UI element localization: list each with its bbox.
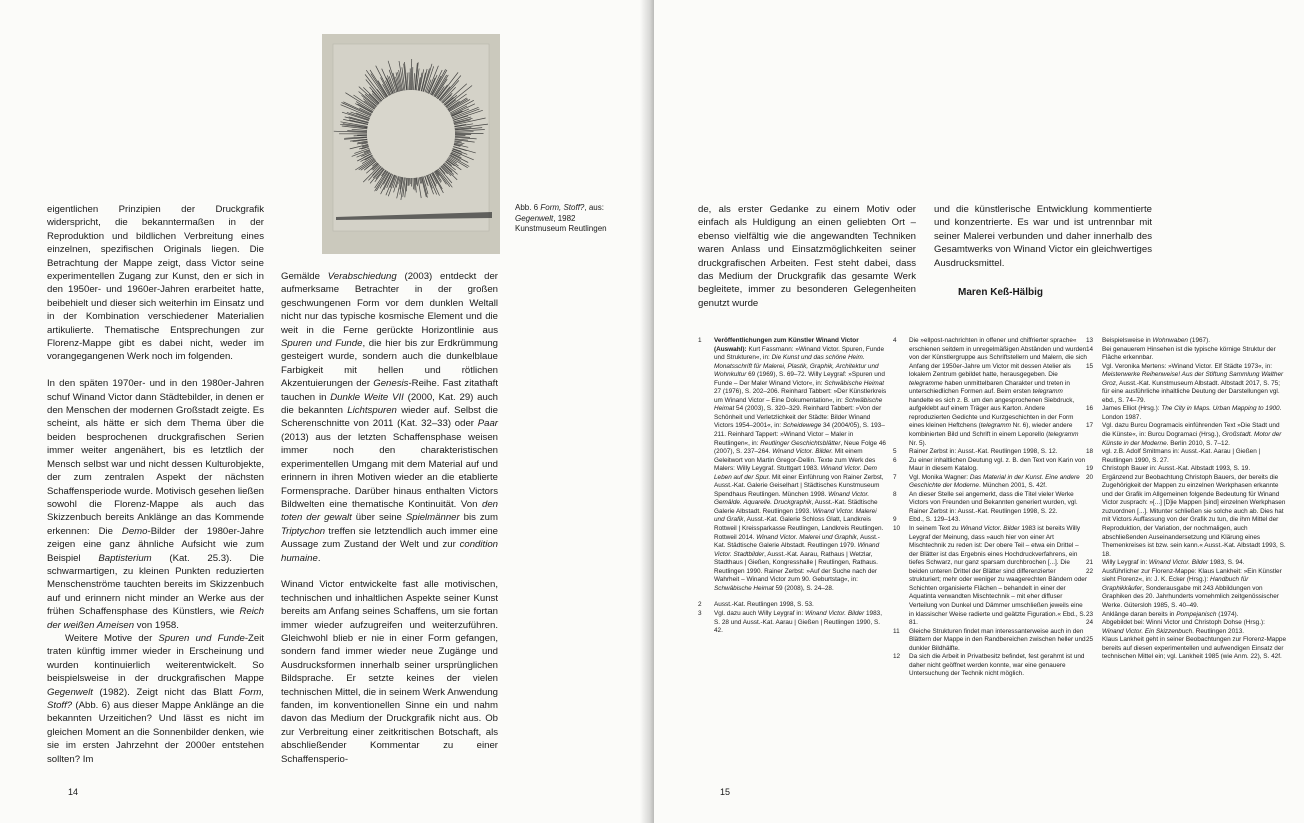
footnote-number: 15 [1086, 362, 1094, 370]
text-run: Nr. 5). [909, 439, 927, 447]
italic-title: The City in Maps. Urban Mapping to 1900 [1161, 405, 1280, 413]
sun-ray [413, 178, 414, 189]
footnote-text [1102, 346, 1288, 363]
text-run: Gleiche Strukturen findet man interessanterweise auch in den Blättern der Mappe in den Randbereichen zwischen heller und dunkler Bildhälfte. [909, 627, 1086, 652]
text-run: (2013) aus der letzten Schaffensphase weisen immer noch den charakteristischen experimentellen Umgang mit dem Material auf und erinnern in ihren Motiven wieder an die etablierte Formensprache. Darüber hinaus enthalten Victors Bildwelten eine thematische Kontinuität. Von [281, 431, 498, 510]
italic-title: Spielmänner [405, 512, 460, 524]
footnote [893, 525, 1088, 628]
footnote [893, 516, 1088, 525]
footnote-number: 8 [893, 490, 897, 498]
author-signature: Maren Keß-Hälbig [958, 287, 1044, 298]
italic-title: Dunkle Weite VII [330, 391, 404, 403]
text-run: . London 1987. [1102, 405, 1282, 421]
text-run: Die »ellpost-nachrichten in offener und chiffrierter sprache« erschienen seitdem in unregelmäßigen Abständen und wurden von der Künstlergruppe aus Schriftstellern und Malern, die sich Anfang der 1950er-Jahre um Victor mit dessen Atelier als lokalem Zentrum gebildet hatte, herausgegeben. Die [909, 337, 1087, 379]
paragraph [281, 270, 498, 565]
text-run: In seinem Text zu [909, 525, 961, 533]
footnote-text [714, 610, 888, 636]
text-run: Bei genauerem Hinsehen ist die typische körnige Struktur der Fläche erkennbar. [1102, 345, 1276, 362]
italic-title: Winand Victor. Bilder [960, 525, 1020, 533]
text-run: 1983, S. 28 und Ausst.-Kat. Aarau | Gießen | Reutlingen 1990, S. 42. [714, 609, 882, 635]
footnote-text [909, 474, 1088, 491]
footnote [698, 601, 888, 610]
text-run: Ausführlicher zur Florenz-Mappe: Klaus Lankheit: »Ein Künstler sieht Florenz«, in: J. K. Ecker (Hrsg.): [1102, 567, 1282, 584]
text-run: James Elliot (Hrsg.): [1102, 405, 1162, 413]
text-run: 1983 ist bereits Willy Leygraf der Meinung, dass »auch hier von einer Art Mischtechnik zu reden ist: Der obere Teil – etwa ein Drittel – der Blätter ist das Ergebnis eines Hochdruckverfahrens, ein tiefes Schwarz, nur ganz sparsam durchbrochen [...]. Die beiden unteren Drittel der Blätter sind differenzierter strukturiert; mehr oder weniger zu waagerechten Bändern oder Schichten organisierte Flächen – behandelt in einer der Aquatinta verwandten Mischtechnik – mit eher diffuser Verteilung von Dunkel und Dämmer umschließen jeweils eine in klassischer Weise radierte und geätzte Figuration.« Ebd., S. 81. [909, 525, 1087, 627]
text-run: de, als erster Gedanke zu einem Motiv oder einfach als Huldigung an einen geliebten Ort – ebenso vielfältig wie die angewandten Techniken waren Anlass und Einsatzmöglichkeiten seiner druckgrafischen Arbeiten. Fest steht dabei, dass das Medium der Druckgrafik das gesamte Werk begleitete, immer zu besonderen Gelegenheiten genutzt wurde [698, 204, 916, 309]
italic-title: Paar [477, 418, 498, 430]
italic-title: telegramm [1048, 431, 1079, 439]
footnote-text [1102, 448, 1288, 465]
text-run: , 1982 Kunstmuseum Reutlingen [515, 213, 607, 233]
italic-title: Reutlinger Geschichtsblätter [760, 439, 841, 447]
text-run: (1982). Zeigt nicht das Blatt [92, 686, 239, 698]
footnote-text [909, 525, 1088, 628]
footnote-number: 11 [893, 627, 900, 635]
footnote [893, 474, 1088, 491]
text-run: , Ausst.-Kat. Galerie Schloss Glatt, Landkreis Rottweil | Kreissparkasse Reutlingen, Landkreis Reutlingen. Rottweil 2014. [714, 516, 884, 541]
footnote-number: 17 [1086, 422, 1094, 430]
italic-title: Winand Victor. Bilder. [772, 448, 834, 456]
footnote [1086, 448, 1288, 465]
italic-title: Winand Victor. Stadtbilder [714, 542, 880, 558]
footnote [1086, 568, 1288, 611]
sun-etching-image [322, 34, 500, 254]
paragraph [47, 632, 264, 766]
text-run: Kurt Fassmann: »Winand Victor. Spuren, Funde und Strukturen«, in: [714, 345, 885, 362]
italic-title: Form, Stoff? [540, 203, 585, 212]
italic-title: Winand Victor. Dem Leben auf der Spur. [714, 465, 877, 481]
text-run: handelte es sich z. B. um den angesprochenen Siebdruck, aufgeklebt auf einem Träger aus Karton. Andere reproduzierten Gedichte und Kurzgeschichten in der Form eines kleinen Heftchens ( [909, 396, 1075, 430]
footnote [1086, 619, 1288, 636]
text-run: Vgl. Monika Wagner: [909, 473, 970, 481]
text-run: -Zeit traten künftig immer wieder in Erscheinung und wurden kontinuierlich weiterentwickelt. So beispielsweise in der druckgrafischen Mappe [47, 632, 265, 685]
text-run: Mit einer Einführung von Rainer Zerbst, Ausst.-Kat. Galerie Geiselhart | Städtisches Kunstmuseum Spendhaus Reutlingen. München 1998. [714, 473, 884, 498]
footnote-number: 23 [1086, 610, 1094, 618]
text-run: Klaus Lankheit geht in seiner Beobachtungen zur Florenz-Mappe bereits auf diesen experimentellen und aufwendigen Einsatz der technischen Mittel ein; vgl. Lankheit 1985 (wie Anm. 22), S. 42f. [1102, 636, 1287, 661]
footnote [1086, 559, 1288, 568]
italic-title: Meisterwerke Reihenweise! Aus der Stiftung Sammlung Walther Groz [1102, 371, 1284, 387]
italic-title: Lichtspuren [347, 405, 397, 417]
text-run: bis zum [459, 512, 498, 524]
italic-title: Großstadt. Motor der Künste in der Moderne [1102, 431, 1282, 447]
text-run: Mit einem Geleitwort von Martin Gregor-Dellin. Texte zum Werk des Malers: Willy Leygraf. Stuttgart 1983. [714, 448, 876, 473]
text-run: Abb. 6 [515, 203, 541, 212]
text-run: , aus: [584, 203, 604, 212]
text-run: Christoph Bauer in: Ausst.-Kat. Albstadt 1993, S. 19. [1102, 465, 1251, 473]
text-run: 69 (1969), S. 69–72. Willy Leygraf: »Spuren und Funde – Der Maler Winand Victor«, in: [714, 371, 885, 387]
italic-title: Wohnwaben [1152, 337, 1188, 344]
footnote-text [1102, 465, 1288, 474]
italic-title: Demo [121, 525, 148, 537]
paragraph [698, 203, 916, 310]
italic-title: Winand Victor. Malerei und Graphik [756, 533, 857, 541]
italic-title: condition humaine [281, 539, 498, 564]
left-text-column-1 [47, 203, 264, 766]
italic-title: Spuren und Funde [281, 338, 363, 350]
text-run: Vgl. Veronika Mertens: »Winand Victor. Elf Städte 1973«, in: [1102, 362, 1273, 370]
footnote [893, 337, 1088, 448]
italic-title: Form, Stoff? [47, 686, 264, 712]
text-run: Zu einer inhaltlichen Deutung vgl. z. B. den Text von Karin von Maur in diesem Katalog. [909, 456, 1086, 473]
text-run: -Bilder der 1980er-Jahre zeigen eine ganz ähnliche Aufsicht wie zum Beispiel [47, 525, 264, 564]
footnote-number: 18 [1086, 448, 1094, 456]
figure-caption [515, 203, 625, 235]
italic-title: Genesis [373, 378, 409, 390]
italic-title: Gegenwelt [47, 686, 93, 698]
figure-form-stoff [322, 34, 500, 254]
footnote-heading: Veröffentlichungen zum Künstler Winand Victor (Auswahl): [714, 337, 859, 353]
footnote-text [909, 457, 1088, 474]
footnote-number: 2 [698, 601, 702, 609]
footnote-text [1102, 422, 1288, 448]
footnote [1086, 363, 1288, 406]
text-run: An dieser Stelle sei angemerkt, dass die Titel vieler Werke Victors von Freunden und Bekannten generiert wurden, vgl. Rainer Zerbst in: Ausst.-Kat. Reutlingen 1998, S. 22. [909, 490, 1078, 515]
text-run: Winand Victor entwickelte fast alle motivischen, technischen und inhaltlichen Aspekte seiner Kunst bereits am Anfang seines Schaffens, um sie fortan immer wieder aufzugreifen und weiterzuführen. Gleichwohl blieb er nie in einer Form gefangen, sondern fand immer wieder neue Zugänge und Ausdrucksformen innerhalb seiner ursprünglichen Bildsprache. Er setzte keines der vielen technischen Mittel, die in seinem Werk Anwendung fanden, im konventionellen Sinne ein und nahm davon das Medium der Druckgrafik nicht aus. Ob zur Verbreitung einer zeitkritischen Botschaft, als abschließender Kommentar zu einer Schaffensperio- [281, 579, 498, 765]
footnote-number: 20 [1086, 473, 1094, 481]
footnote-text [1102, 559, 1288, 568]
text-run: Vgl. dazu auch Willy Leygraf in: [714, 609, 805, 617]
footnote-number: 16 [1086, 405, 1094, 413]
text-run: Rainer Zerbst in: Ausst.-Kat. Reutlingen 1998, S. 12. [909, 448, 1058, 456]
italic-title: Handbuch für Graphikkäufer [1102, 576, 1249, 592]
footnote [893, 628, 1088, 654]
footnote-number: 3 [698, 609, 702, 617]
text-run: (1967). [1187, 337, 1211, 344]
footnote-number: 10 [893, 525, 901, 533]
text-run: , Ausst.-Kat. Städtische Galerie Albstadt. Reutlingen 1993. [714, 499, 878, 515]
footnote [893, 448, 1088, 457]
text-run: , Ausst.-Kat. Städtische Galerie Albstadt. Reutlingen 1979. [714, 533, 880, 550]
right-text-column-1 [698, 203, 916, 324]
footnote-gap [698, 593, 888, 601]
text-run: 59 (2008), S. 24–28. [773, 584, 834, 592]
italic-title: Schwäbische Heimat [714, 396, 883, 413]
footnote-text [909, 516, 1088, 525]
right-page [654, 0, 1304, 823]
text-run: . Reutlingen 2013. [1192, 627, 1245, 635]
text-run: -Reihe. Fast zitathaft tauchen in [281, 378, 499, 403]
text-run: Nr. 6), wieder andere kombinierten Bild und Schrift in einem Leporello ( [909, 422, 1073, 439]
footnote-text [1102, 363, 1288, 406]
left-text-column-2 [281, 270, 498, 779]
italic-title: Pompejanisch [1176, 610, 1217, 618]
text-run: und die künstlerische Entwicklung kommentierte und konzentrierte. Es war und ist untrennbar mit seiner Malerei verbunden und daher innerhalb des Gesamtwerks von Winand Victor ein gleichwertiges Ausdrucksmittel. [934, 204, 1152, 269]
italic-title: Winand Victor. Malerei und Grafik [714, 507, 877, 524]
page-number-left: 14 [68, 787, 79, 797]
footnote-number: 24 [1086, 619, 1094, 627]
text-run: über seine [351, 512, 406, 524]
italic-title: Winand Victor. Bilder [804, 609, 865, 617]
text-run: Willy Leygraf in: [1102, 559, 1149, 567]
text-run: (Abb. 6) aus dieser Mappe Anklänge an die bekannten Urzeitichen? Und lässt es nicht im gleichen Moment an die Sonnenbilder denken, wie sie im ersten Jahrzehnt der 2000er entstehen sollten? Im [47, 700, 264, 765]
footnote [893, 457, 1088, 474]
footnote-text [1102, 611, 1288, 620]
text-run: . [317, 552, 321, 564]
footnote-number: 5 [893, 448, 897, 456]
footnote-number: 19 [1086, 465, 1094, 473]
footnote-text [909, 653, 1088, 679]
footnote-number: 21 [1086, 559, 1094, 567]
text-run: Vgl. dazu Burcu Dogramacis einführenden Text »Die Stadt und die Künste«, in: Burcu Dogramaci (Hrsg.), [1102, 422, 1280, 439]
footnote-text [909, 628, 1088, 654]
italic-title: Winand Victor. Gemälde. Aquarelle. Druckgraphik [714, 490, 870, 507]
footnote-text [714, 601, 888, 610]
italic-title: Reich der weißen Ameisen [47, 606, 264, 631]
text-run: . Berlin 2010, S. 7–12. [1166, 439, 1230, 447]
footnote [1086, 337, 1288, 346]
footnote-number: 4 [893, 337, 897, 344]
text-run: treffen sie letztendlich auch immer eine Aussage zum Zustand der Welt und zur [281, 525, 498, 551]
footnotes-column-2 [893, 337, 1088, 679]
italic-title: Das Material in der Kunst. Eine andere Geschichte der Moderne [909, 473, 1080, 490]
footnote-number: 13 [1086, 337, 1094, 344]
footnote-text [1102, 568, 1288, 611]
text-run: von 1958. [134, 619, 179, 631]
text-run: , Ausst.-Kat. Kunstmuseum Albstadt. Albstadt 2017, S. 75; für eine ausführliche inhaltliche Deutung der Darstellungen vgl. ebd., S. 74–79. [1102, 379, 1280, 404]
text-run: Gemälde [281, 271, 328, 282]
text-run: 27 (1976), S. 202–206. Reinhard Tabbert: »Der Künstlerkreis um Winand Victor – Eine Dokumentation«, in: [714, 388, 887, 404]
paragraph [281, 578, 498, 766]
text-run: (Kat. 25.3). Die schwarmartigen, zu kleinen Punkten reduzierten Menschenströme tauchten bereits im Skizzenbuch auf und erinnern nicht minder an Werke aus der frühen Schaffensphase des Künstlers, wie [47, 552, 265, 618]
italic-title: telegramme [909, 379, 943, 387]
footnote [893, 653, 1088, 679]
text-run: haben unmittelbaren Charakter und treten in unterschiedlichen Formen auf. Beim ersten [909, 379, 1070, 396]
paragraph [934, 203, 1152, 270]
text-run: 1983, S. 94. [1208, 559, 1245, 567]
italic-title: Spuren und Funde [158, 632, 245, 644]
footnote [893, 491, 1088, 517]
text-run: , die hier bis zur Erdkrümmung gesteigert wurde, sondern auch die dunkelblaue Farbigkeit mit hellen und rötlichen Akzentuierungen der [281, 338, 498, 390]
text-run: Abgebildet bei: Winni Victor und Christoph Dohse (Hrsg.): [1102, 619, 1265, 627]
text-run: (2003) entdeckt der aufmerksame Betrachter in der großen geschwungenen Form vor dem dunklen Weltall nicht nur das typische kosmische Element und die weit in die Ferne gerückte Horizontlinie aus [281, 271, 498, 336]
footnote-text [714, 337, 888, 593]
italic-title: telegramm [980, 422, 1011, 430]
italic-title: Schwäbische Heimat [714, 584, 774, 592]
footnote-text [1102, 474, 1288, 559]
footnotes-column-1 [698, 337, 888, 636]
italic-title: Verabschiedung [327, 271, 397, 282]
text-run: . München 2001, S. 42f. [978, 482, 1047, 490]
text-run: Ausst.-Kat. Reutlingen 1998, S. 53. [714, 601, 814, 609]
footnotes-column-3 [1086, 337, 1288, 662]
italic-title: Schwäbische Heimat [824, 379, 885, 387]
paragraph [47, 203, 264, 364]
footnote [1086, 346, 1288, 363]
text-run: 34 (2004/05), S. 193–211. Reinhard Tappert: »Winand Victor – Maler in Reutlingen«, in: [714, 422, 885, 447]
footnote [1086, 636, 1288, 662]
page-number-right: 15 [720, 787, 731, 797]
footnote-text [1102, 636, 1288, 662]
footnote [1086, 465, 1288, 474]
text-run: , Sonderausgabe mit 243 Abbildungen von Graphiken des 20. Jahrhunderts vornehmlich zeitgenössischer Werke. Gütersloh 1985, S. 40–49. [1102, 584, 1279, 609]
footnote [1086, 474, 1288, 559]
footnote-text [1102, 337, 1288, 346]
footnote [1086, 611, 1288, 620]
right-text-column-2 [934, 203, 1152, 283]
text-run: Weitere Motive der [65, 632, 159, 644]
text-run: Da sich die Arbeit in Privatbesitz befindet, fest gerahmt ist und daher nicht geöffnet werden konnte, war eine genauere Untersuchung der Technik nicht möglich. [909, 653, 1085, 678]
italic-title: Die Kunst und das schöne Heim. Monatsschrift für Malerei, Plastik, Graphik, Architektur und Wohnkultur [714, 354, 879, 379]
footnote-number: 22 [1086, 567, 1094, 575]
footnote-text [909, 337, 1088, 448]
italic-title: Winand Victor. Ein Skizzenbuch [1102, 627, 1193, 635]
footnote-number: 9 [893, 516, 897, 524]
footnote-number: 12 [893, 653, 901, 661]
footnote [698, 610, 888, 636]
text-run: Anklänge daran bereits in [1102, 610, 1177, 618]
text-run: eigentlichen Prinzipien der Druckgrafik widerspricht, die bekanntermaßen in der Reproduktion und bildlichen Verbreitung eines einzelnen, spezifischen Originals liegen. Die Betrachtung der Mappe zeigt, dass Victor seine experimentellen Zugang zur Kunst, den er sich in den 1950er- und 1960er-Jahren erarbeitet hatte, beibehielt und dieser sich weiterhin im Einsatz und in der Kombination verschiedener Materialien artikulierte. Thematische Entsprechungen zur Florenz-Mappe gibt es dabei nicht, weder im vorangegangenen Werk noch im folgenden. [47, 204, 264, 363]
text-run: , Ausst.-Kat. Aarau, Rathaus | Wetzlar, Stadthaus | Gießen, Kongresshalle | Reutlingen, Rathaus. Reutlingen 1990. Rainer Zerbst: »Auf der Suche nach der Wahrheit – Winand Victor zum 90. Geburtstag«, in: [714, 550, 878, 584]
footnote-text [1102, 619, 1288, 636]
footnote-number: 1 [698, 337, 702, 344]
footnote [1086, 422, 1288, 448]
text-run: Ebd., S. 129–143. [909, 516, 961, 524]
footnote [1086, 405, 1288, 422]
text-run: (1974). [1216, 610, 1239, 618]
text-run: (2000, Kat. 29) auch die bekannten [281, 391, 498, 417]
italic-title: den toten der gewalt [281, 498, 498, 524]
italic-title: telegramm [1032, 388, 1063, 396]
footnote-text [909, 491, 1088, 517]
text-run: In den späten 1970er- und in den 1980er-Jahren schuf Winand Victor dann Städtebilder, in denen er den Menschen der modernen Großstadt zeigte. Es scheint, als hätte er sich dem Thema über die beiden besprochenen druckgrafischen Serien immer weiter angenähert, bis es letztlich der Mensch selbst war und nicht dessen Kulturobjekte, der zum zentralen Aspekt der nächsten Schaffensperiode wurde. Motivisch gesehen ließen sowohl die Florenz-Mappe als auch das Skizzenbuch bereits Anklänge an das Kommende erkennen: Die [47, 378, 264, 537]
italic-title: Gegenwelt [515, 213, 554, 223]
italic-title: Winand Victor. Bilder [1148, 559, 1209, 567]
text-run: Beispielsweise in [1102, 337, 1153, 344]
footnote-text [1102, 405, 1288, 422]
italic-title: Triptychon [281, 525, 326, 537]
text-run: 54 (2003), S. 320–329. Reinhard Tabbert: »Von der Schönheit und Verletzlichkeit der Städte: Bilder Winand Victors 1954–2001«, in: [714, 405, 882, 430]
text-run: wieder auf. Selbst die Scherenschnitte von 2011 (Kat. 32–33) oder [281, 405, 498, 430]
footnote-number: 14 [1086, 345, 1094, 353]
text-run: vgl. z.B. Adolf Smitmans in: Ausst.-Kat. Aarau | Gießen | Reutlingen 1990, S. 27. [1102, 448, 1261, 464]
italic-title: Scheidewege [782, 422, 822, 430]
footnote [698, 337, 888, 593]
italic-title: Baptisterium [98, 552, 152, 564]
paragraph [47, 377, 264, 632]
footnote-number: 6 [893, 456, 897, 464]
footnote-number: 25 [1086, 636, 1094, 644]
text-run: Ergänzend zur Beobachtung Christoph Bauers, der bereits die Zugehörigkeit der Mappen zu einzelnen Werkphasen erkannte und der Grafik im Allgemeinen folgende Bedeutung für Winand Victor zusprach: »[...] [D]ie Mappen [sind] einzelnen Werkphasen zuzuordnen [...]. Mitunter schließen sie solche auch ab. Dies hat mit Victors Auffassung von der Grafik zu tun, die ihm Mittel der Reproduktion, der Variation, der nochmaligen, auch abschließenden Auseinandersetzung und Klärung eines Themenkreises ist bzw. sein kann.« Ausst.-Kat. Albstadt 1993, S. 18. [1102, 473, 1286, 558]
footnote-text [909, 448, 1088, 457]
left-page [0, 0, 650, 823]
footnote-number: 7 [893, 473, 897, 481]
text-run: , Neue Folge 46 (2007), S. 237–264. [714, 439, 886, 456]
